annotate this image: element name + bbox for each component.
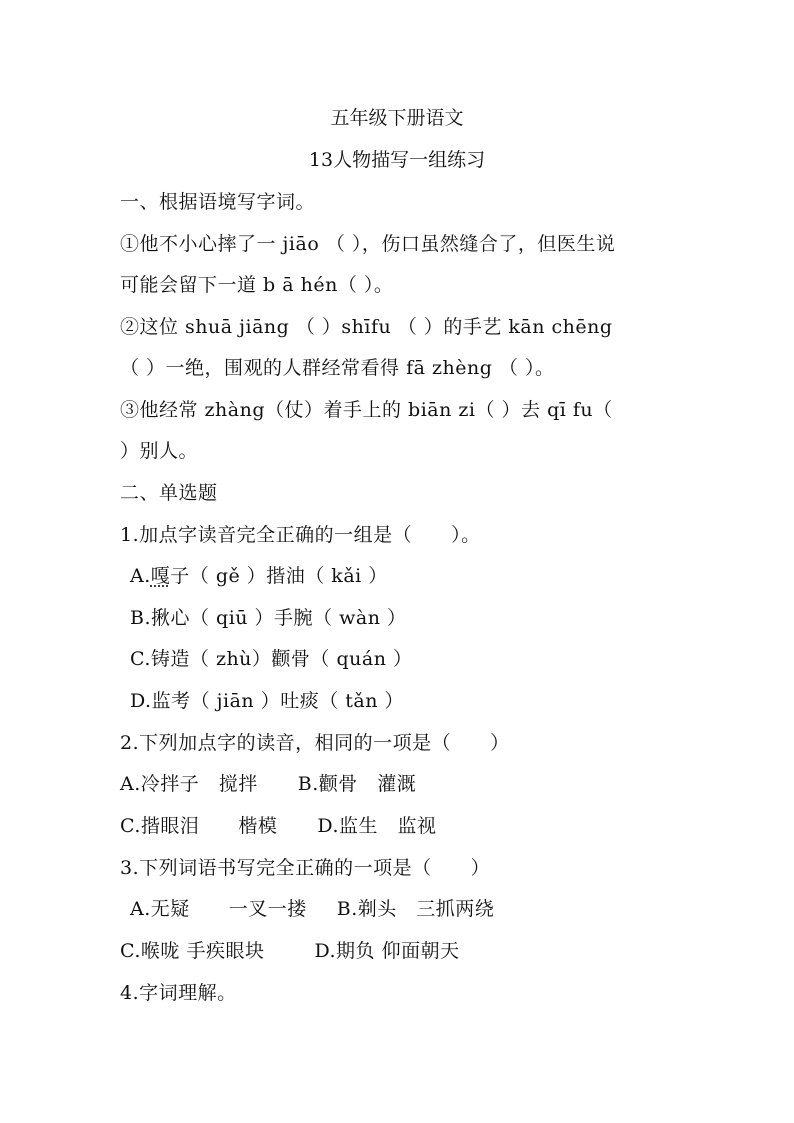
- question-2-option-c: C.揩眼泪 楷模: [120, 815, 278, 837]
- question-3-stem: 3.下列词语书写完全正确的一项是（ ）: [120, 857, 491, 879]
- page-subtitle: 13人物描写一组练习: [308, 149, 486, 171]
- section1-q1-line2: 可能会留下一道 b ā hén（ ）。: [120, 274, 394, 296]
- question-2-option-b: B.颧骨 灌溉: [297, 773, 417, 795]
- section1-heading: 一、根据语境写字词。: [120, 191, 316, 213]
- question-2-options-cd: [120, 814, 700, 838]
- option-a-prefix: A.: [130, 565, 151, 587]
- section2-heading: 二、单选题: [120, 482, 218, 504]
- question-3-option-c: C.喉咙 手疾眼块: [120, 940, 265, 962]
- question-1-option-b: B.揪心（ qiū ）手腕（ wàn ）: [130, 607, 407, 629]
- question-2-options-ab: [120, 772, 700, 796]
- question-1-option-a: [130, 564, 710, 588]
- question-3-option-b: B.剃头 三抓两绕: [336, 898, 495, 920]
- question-1-option-c: C.铸造（ zhù）颧骨（ quán ）: [130, 648, 413, 670]
- section1-q2-line2: （ ）一绝，围观的人群经常看得 fā zhèng （ ）。: [120, 357, 555, 379]
- question-4-stem: 4.字词理解。: [120, 982, 237, 1004]
- question-3-options-ab: [130, 897, 710, 921]
- question-3-options-cd: [120, 939, 700, 963]
- dotted-character: 嘎: [150, 565, 171, 587]
- question-1-stem: 1.加点字读音完全正确的一组是（ ）。: [120, 524, 481, 546]
- section1-q2-line1: ②这位 shuā jiāng （ ）shīfu （ ）的手艺 kān chēng: [120, 316, 613, 338]
- question-3-option-d: D.期负 仰面朝天: [314, 940, 460, 962]
- section1-q1-line1: ①他不小心摔了一 jiāo （ ），伤口虽然缝合了，但医生说: [120, 233, 616, 255]
- section1-q3-line2: ）别人。: [120, 440, 199, 462]
- question-3-option-a: A.无疑 一叉一搂: [130, 898, 307, 920]
- question-2-stem: 2.下列加点字的读音，相同的一项是（ ）: [120, 732, 510, 754]
- question-2-option-a: A.冷拌子 搅拌: [120, 773, 258, 795]
- page-title: 五年级下册语文: [330, 107, 464, 129]
- question-2-option-d: D.监生 监视: [317, 815, 437, 837]
- section1-q3-line1: ③他经常 zhàng（仗）着手上的 biān zi（ ）去 qī fu（: [120, 399, 613, 421]
- question-1-option-d: D.监考（ jiān ）吐痰（ tǎn ）: [130, 690, 404, 712]
- option-a-rest: 子（ gě ）揩油（ kǎi ）: [170, 565, 388, 587]
